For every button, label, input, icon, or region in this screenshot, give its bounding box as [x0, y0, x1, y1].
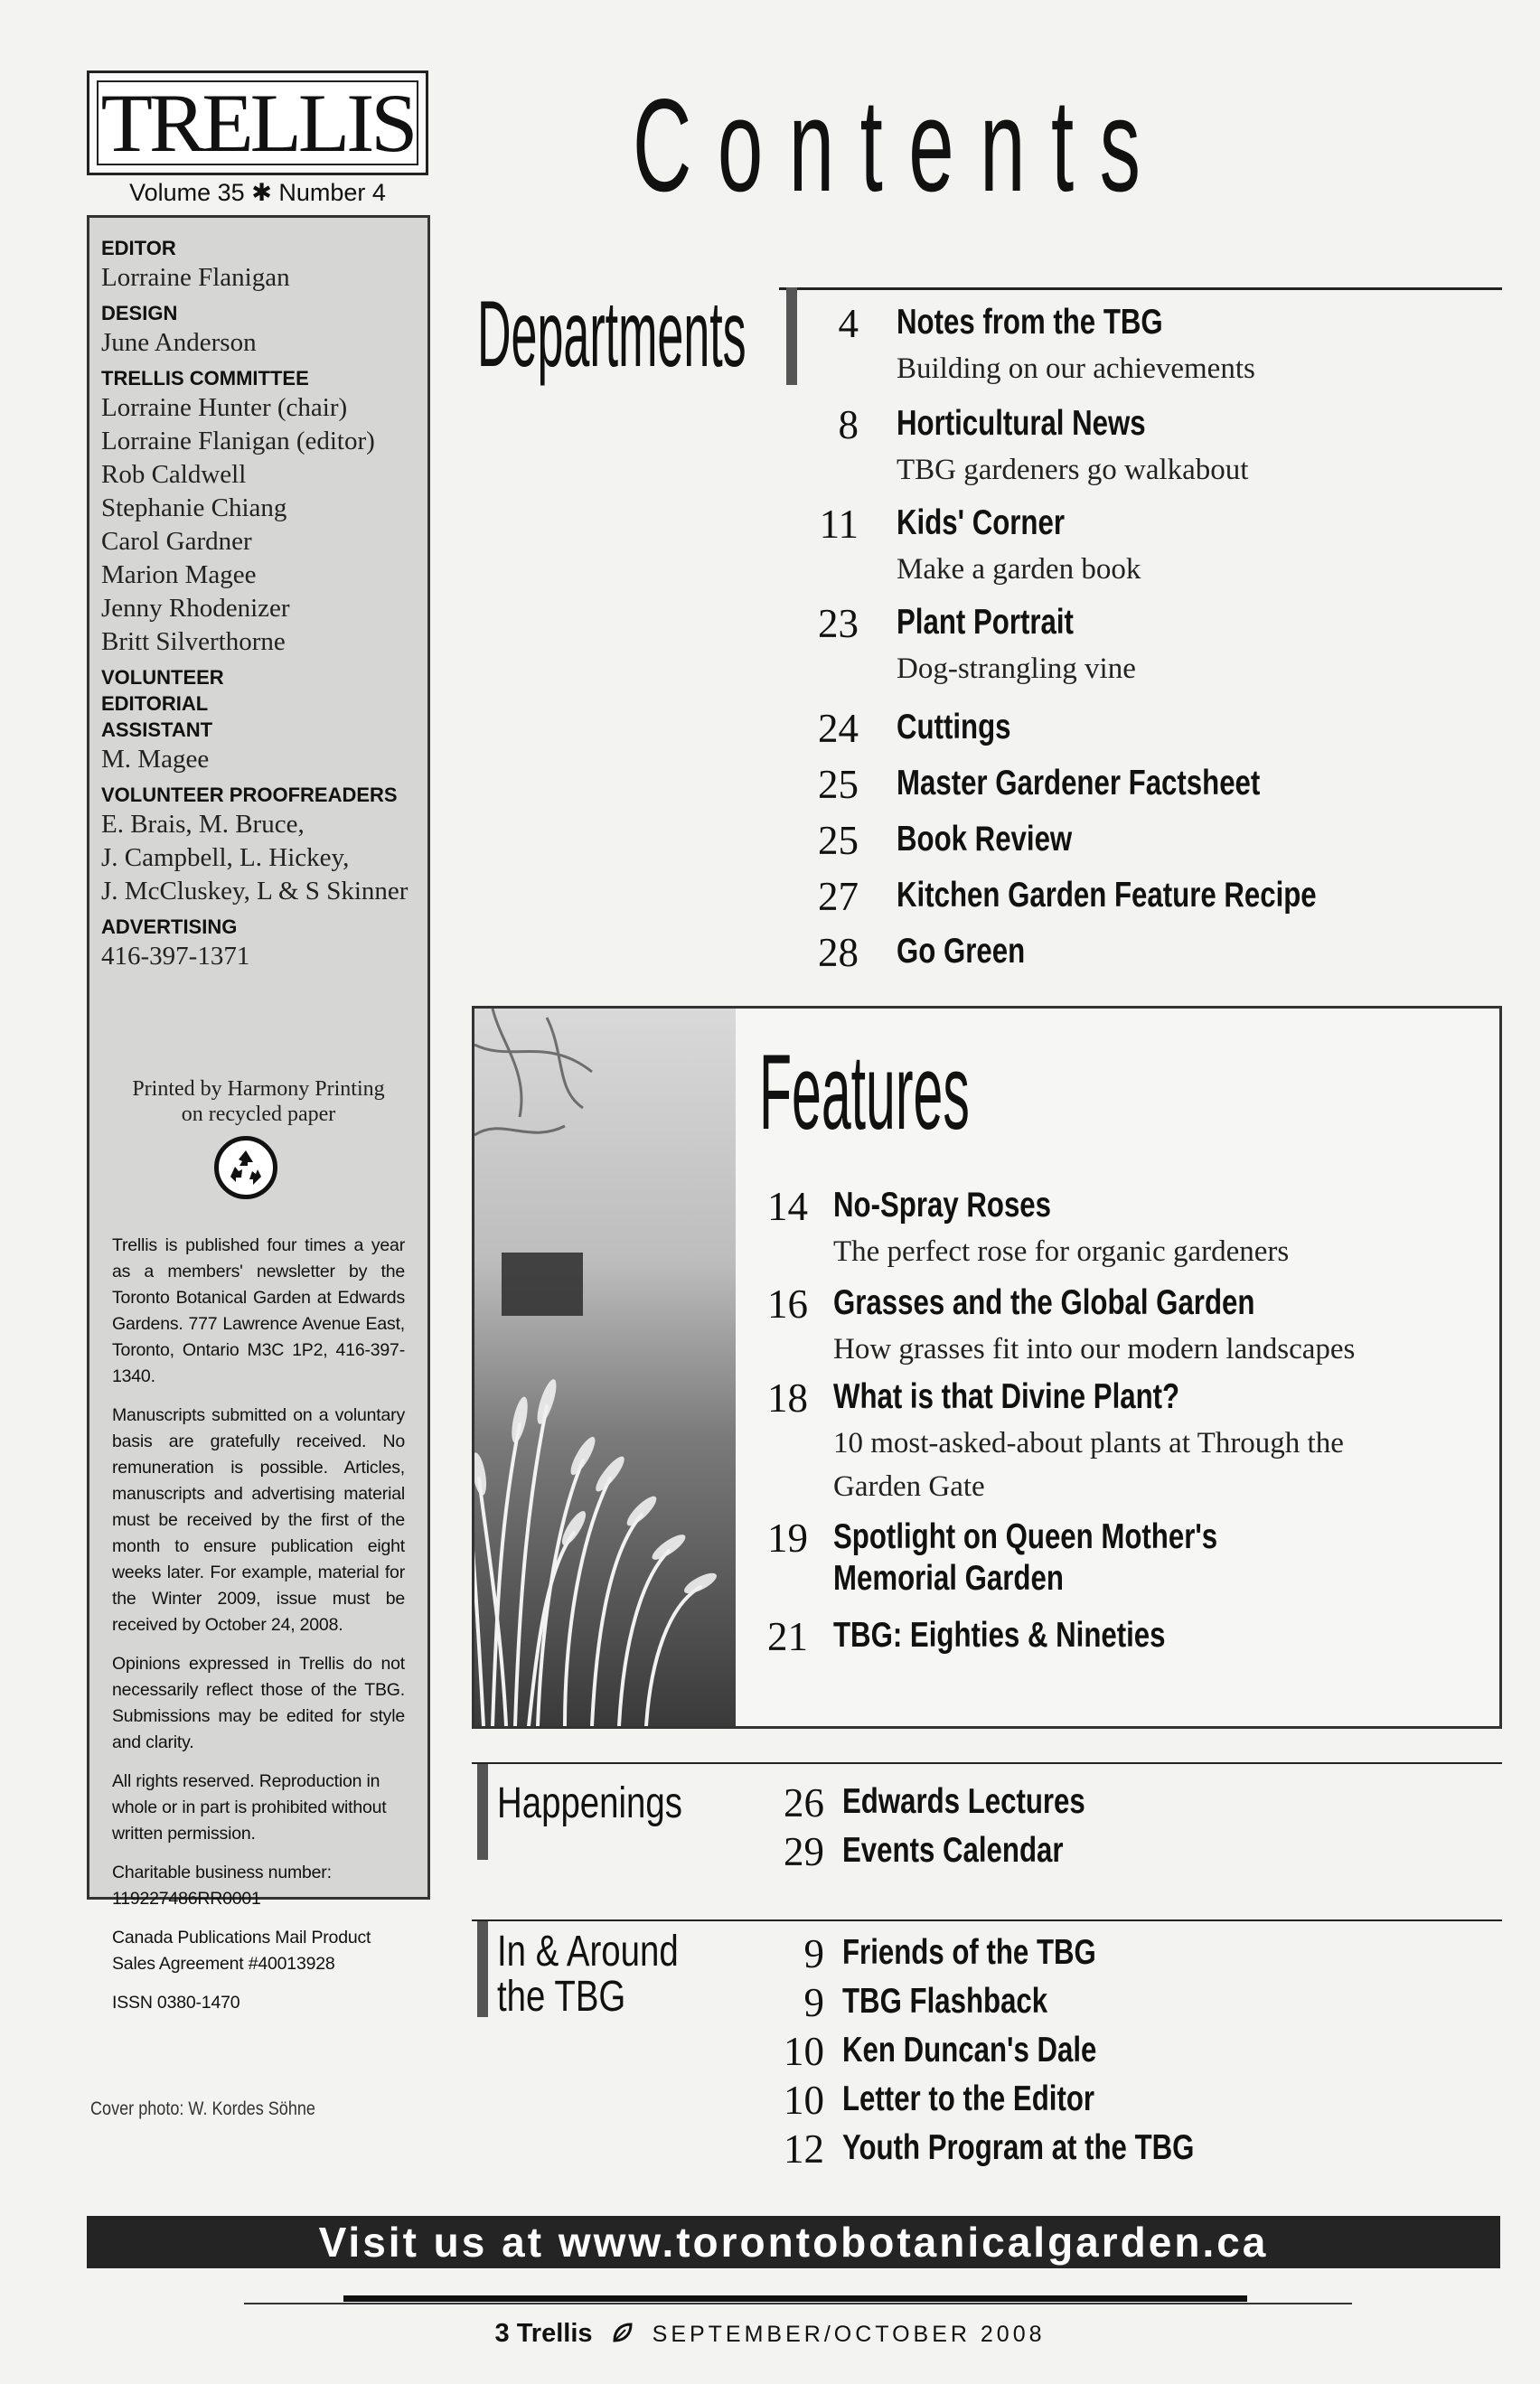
- staff-advertising: [101, 914, 427, 973]
- staff-value: 416-397-1371: [101, 942, 250, 971]
- page-number: 29: [784, 1829, 824, 1874]
- entry-title: Plant Portrait: [897, 603, 1074, 642]
- masthead-inner: [97, 77, 418, 169]
- entry-title: What is that Divine Plant?: [833, 1377, 1180, 1416]
- page-number: 25: [818, 818, 859, 863]
- printed-by: [87, 1076, 430, 1127]
- page-number: 14: [767, 1184, 808, 1229]
- staff-value: M. Magee: [101, 745, 210, 774]
- staff-value: Stephanie Chiang: [101, 493, 287, 522]
- volume-line: Volume 35 ✱ Number 4: [129, 179, 386, 206]
- staff-value: J. Campbell, L. Hickey,: [101, 843, 350, 872]
- page-number: 8: [838, 402, 859, 447]
- page-number: 26: [784, 1780, 824, 1826]
- staff-label: VOLUNTEER EDITORIAL ASSISTANT: [101, 666, 224, 741]
- staff-value: Britt Silverthorne: [101, 627, 286, 656]
- page-number: 9: [803, 1931, 824, 1976]
- entry-title: TBG: Eighties & Nineties: [833, 1616, 1166, 1655]
- info-paragraph: Charitable business number: 119227486RR0001: [112, 1863, 332, 1909]
- staff-value: Rob Caldwell: [101, 460, 247, 489]
- staff-value: Carol Gardner: [101, 527, 252, 556]
- footer-mag-name: Trellis: [516, 2319, 593, 2348]
- staff-list: [101, 235, 427, 979]
- entry-title: Edwards Lectures: [842, 1782, 1085, 1821]
- staff-value: June Anderson: [101, 328, 257, 357]
- staff-value: Lorraine Flanigan: [101, 263, 290, 292]
- entry-title: Spotlight on Queen Mother's: [833, 1517, 1218, 1556]
- page-number: 12: [784, 2126, 824, 2172]
- entry-subtitle: Dog-strangling vine: [897, 652, 1136, 685]
- departments-heading: Departments: [477, 282, 747, 387]
- staff-editor: [101, 235, 427, 295]
- info-paragraph: All rights reserved. Reproduction in whole or in part is prohibited without written permission.: [112, 1771, 387, 1844]
- entry-title: Youth Program at the TBG: [842, 2128, 1195, 2167]
- page-number: 25: [818, 762, 859, 807]
- entry-subtitle: Make a garden book: [897, 553, 1141, 586]
- entry-title: Notes from the TBG: [897, 303, 1163, 342]
- page-number: 21: [767, 1614, 808, 1659]
- entry-subtitle: How grasses fit into our modern landscapes: [833, 1333, 1356, 1366]
- entry-title: Kitchen Garden Feature Recipe: [897, 876, 1317, 915]
- entry-subtitle: The perfect rose for organic gardeners: [833, 1235, 1290, 1268]
- entry-title: Letter to the Editor: [842, 2079, 1095, 2118]
- departments-rule: [779, 287, 1502, 290]
- entry-title: Events Calendar: [842, 1831, 1064, 1870]
- info-paragraph: Opinions expressed in Trellis do not necessarily reflect those of the TBG. Submissions may be edited for style and clarity.: [112, 1654, 405, 1752]
- staff-committee: [101, 365, 427, 659]
- around-heading-line1: In & Around: [497, 1928, 679, 1976]
- leaf-icon: [611, 2321, 634, 2344]
- entry-title: No-Spray Roses: [833, 1186, 1052, 1225]
- entry-subtitle: TBG gardeners go walkabout: [897, 454, 1249, 486]
- entry-subtitle: 10 most-asked-about plants at Through the: [833, 1427, 1344, 1459]
- info-paragraph: Manuscripts submitted on a voluntary basis are gratefully received. No remuneration is possible. Articles, manuscripts and advertising material must be received by the first of the month to ensure publication eight weeks later. For example, material for the Winter 2009, issue must be received by October 24, 2008.: [112, 1405, 405, 1635]
- happenings-rule: [472, 1762, 1502, 1764]
- around-rule: [472, 1919, 1502, 1921]
- page-number: 4: [838, 301, 859, 346]
- entry-title: Master Gardener Factsheet: [897, 764, 1261, 802]
- staff-editorial-assistant: [101, 664, 427, 776]
- staff-label: VOLUNTEER PROOFREADERS: [101, 784, 398, 806]
- around-heading-line2: the TBG: [497, 1973, 626, 2021]
- contents-title: Contents: [633, 71, 1167, 219]
- page-number: 19: [767, 1516, 808, 1561]
- features-heading: Features: [759, 1033, 970, 1152]
- page-number-footer: 3: [494, 2319, 510, 2348]
- entry-title: Book Review: [897, 820, 1073, 859]
- staff-label: EDITOR: [101, 237, 176, 259]
- staff-label: TRELLIS COMMITTEE: [101, 367, 309, 390]
- entry-title: Cuttings: [897, 708, 1011, 746]
- entry-subtitle: Building on our achievements: [897, 352, 1255, 385]
- staff-label: ADVERTISING: [101, 915, 238, 938]
- entry-title-cont: Memorial Garden: [833, 1559, 1064, 1598]
- entry-title: Kids' Corner: [897, 503, 1065, 542]
- happenings-heading: Happenings: [497, 1779, 682, 1827]
- entry-title: Go Green: [897, 932, 1026, 971]
- page-number: 28: [818, 930, 859, 975]
- page-number: 10: [784, 2029, 824, 2074]
- printed-line: on recycled paper: [181, 1103, 336, 1126]
- staff-value: Jenny Rhodenizer: [101, 594, 290, 623]
- staff-design: [101, 300, 427, 360]
- staff-value: E. Brais, M. Bruce,: [101, 810, 305, 839]
- grasses-photo: [474, 1009, 736, 1726]
- page-number: 11: [819, 502, 859, 547]
- publication-info: [112, 1233, 405, 2029]
- info-paragraph: Trellis is published four times a year as a members' newsletter by the Toronto Botanical Garden at Edwards Gardens. 777 Lawrence Avenue East, Toronto, Ontario M3C 1P2, 416-397-1340.: [112, 1235, 405, 1386]
- page-number: 23: [818, 601, 859, 646]
- entry-title: Ken Duncan's Dale: [842, 2031, 1097, 2070]
- info-paragraph: ISSN 0380-1470: [112, 1993, 240, 2013]
- entry-title: Grasses and the Global Garden: [833, 1283, 1255, 1322]
- page-number: 16: [767, 1281, 808, 1327]
- recycle-icon: [214, 1136, 277, 1199]
- entry-title: Friends of the TBG: [842, 1933, 1096, 1972]
- page-footer: [0, 2319, 1540, 2349]
- page-number: 24: [818, 706, 859, 751]
- staff-proofreaders: [101, 782, 427, 908]
- trellis-logo: TRELLIS: [100, 77, 415, 169]
- staff-value: Lorraine Hunter (chair): [101, 393, 348, 422]
- printed-line: Printed by Harmony Printing: [132, 1077, 385, 1101]
- staff-label: DESIGN: [101, 302, 178, 324]
- staff-value: Marion Magee: [101, 560, 257, 589]
- page-number: 9: [803, 1980, 824, 2025]
- website-banner[interactable]: [87, 2216, 1500, 2268]
- page-number: 18: [767, 1375, 808, 1421]
- issue-date: SEPTEMBER/OCTOBER 2008: [652, 2322, 1046, 2347]
- entry-subtitle-cont: Garden Gate: [833, 1470, 985, 1503]
- page-number: 10: [784, 2078, 824, 2123]
- entry-title: Horticultural News: [897, 404, 1146, 443]
- info-paragraph: Canada Publications Mail Product Sales Agreement #40013928: [112, 1928, 371, 1974]
- footer-rule-thick: [343, 2295, 1247, 2302]
- cover-credit: Cover photo: W. Kordes Söhne: [90, 2098, 315, 2119]
- around-bar: [477, 1921, 488, 2017]
- staff-value: Lorraine Flanigan (editor): [101, 427, 375, 455]
- staff-value: J. McCluskey, L & S Skinner: [101, 877, 408, 906]
- page-number: 27: [818, 874, 859, 919]
- banner-text: Visit us at www.torontobotanicalgarden.ca: [318, 2219, 1269, 2266]
- happenings-bar: [477, 1764, 488, 1860]
- masthead-logo-box: [87, 70, 428, 175]
- entry-title: TBG Flashback: [842, 1982, 1048, 2021]
- footer-rule-thin: [244, 2303, 1352, 2304]
